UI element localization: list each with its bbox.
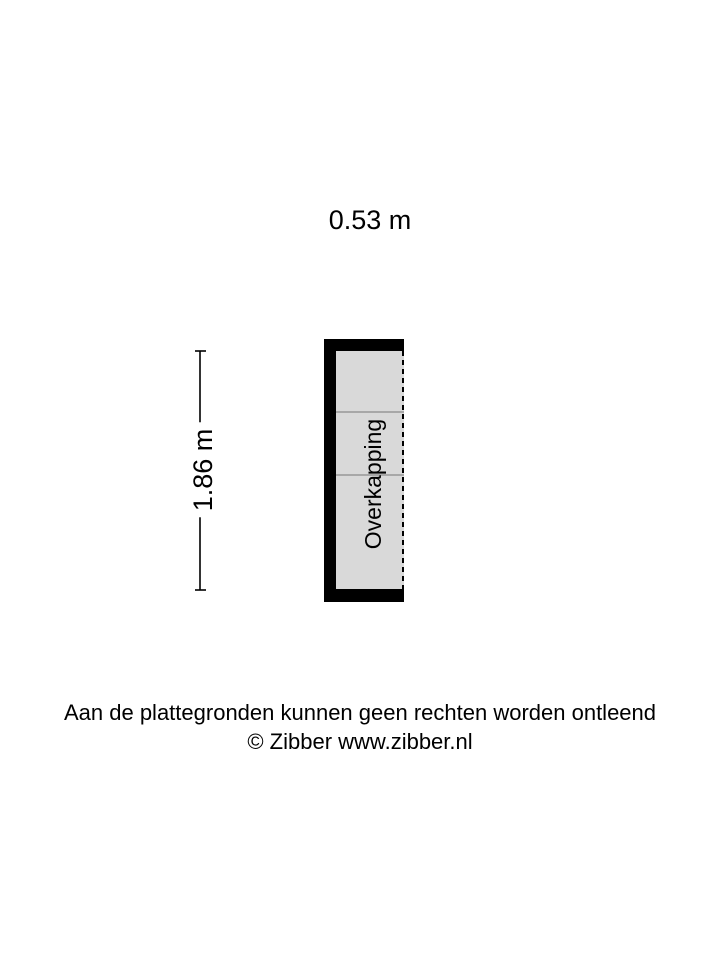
footer <box>0 698 720 756</box>
copyright-text: © Zibber www.zibber.nl <box>247 729 473 754</box>
room-label: Overkapping <box>360 418 386 550</box>
height-dimension-label: 1.86 m <box>186 423 220 518</box>
disclaimer-text: Aan de plattegronden kunnen geen rechten worden ontleend <box>63 700 657 725</box>
width-dimension-label: 0.53 m <box>328 205 412 235</box>
